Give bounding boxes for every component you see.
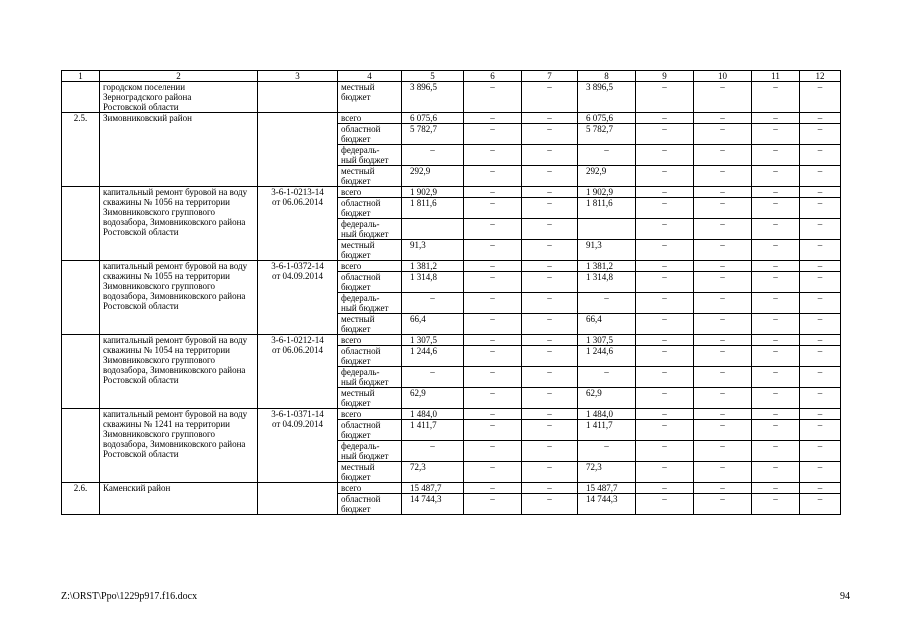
table-row — [62, 335, 841, 346]
item-number-cell: 2.6. — [62, 483, 100, 515]
value-cell-v7: – — [522, 494, 578, 515]
value-cell-v11: – — [752, 409, 800, 420]
item-name-cell: капитальный ремонт буровой на воду скважины № 1054 на территории Зимовниковского группового водозабора, Зимовниковского района Ростовской области — [100, 335, 258, 409]
budget-type-cell: федераль- ный бюджет — [338, 441, 402, 462]
value-cell-v8: 1 811,6 — [578, 198, 636, 219]
column-number-2: 2 — [100, 71, 258, 82]
value-cell-v6: – — [464, 240, 522, 261]
value-cell-v8: 14 744,3 — [578, 494, 636, 515]
value-cell-v9: – — [636, 409, 694, 420]
value-cell-v5: 1 314,8 — [402, 272, 464, 293]
value-cell-v9: – — [636, 145, 694, 166]
table-row — [62, 82, 841, 113]
value-cell-v6: – — [464, 166, 522, 187]
value-cell-v8: 72,3 — [578, 462, 636, 483]
value-cell-v7: – — [522, 166, 578, 187]
value-cell-v9: – — [636, 187, 694, 198]
value-cell-v11: – — [752, 261, 800, 272]
item-name-cell: Каменский район — [100, 483, 258, 515]
value-cell-v11: – — [752, 420, 800, 441]
value-cell-v6: – — [464, 494, 522, 515]
value-cell-v9: – — [636, 219, 694, 240]
value-cell-v6: – — [464, 420, 522, 441]
value-cell-v10: – — [694, 113, 752, 124]
value-cell-v9: – — [636, 335, 694, 346]
table-row — [62, 409, 841, 420]
item-number-cell — [62, 261, 100, 335]
item-name-cell: Зимовниковский район — [100, 113, 258, 187]
value-cell-v6: – — [464, 272, 522, 293]
value-cell-v7: – — [522, 367, 578, 388]
value-cell-v8: – — [578, 145, 636, 166]
value-cell-v7: – — [522, 293, 578, 314]
value-cell-v5: – — [402, 293, 464, 314]
budget-type-cell: областной бюджет — [338, 494, 402, 515]
value-cell-v9: – — [636, 462, 694, 483]
value-cell-v6: – — [464, 462, 522, 483]
column-number-8: 8 — [578, 71, 636, 82]
value-cell-v5: 1 811,6 — [402, 198, 464, 219]
value-cell-v8: 1 307,5 — [578, 335, 636, 346]
footer-file-path: Z:\ORST\Ppo\1229p917.f16.docx — [61, 591, 198, 602]
value-cell-v8: – — [578, 293, 636, 314]
value-cell-v8: 1 411,7 — [578, 420, 636, 441]
budget-type-cell: федераль- ный бюджет — [338, 293, 402, 314]
table-row — [62, 261, 841, 272]
budget-table — [61, 70, 841, 515]
budget-type-cell: федераль- ный бюджет — [338, 145, 402, 166]
budget-type-cell: местный бюджет — [338, 462, 402, 483]
value-cell-v6: – — [464, 335, 522, 346]
column-number-1: 1 — [62, 71, 100, 82]
value-cell-v12: – — [800, 441, 841, 462]
value-cell-v9: – — [636, 441, 694, 462]
value-cell-v11: – — [752, 82, 800, 113]
value-cell-v6: – — [464, 314, 522, 335]
value-cell-v10: – — [694, 462, 752, 483]
value-cell-v12: – — [800, 82, 841, 113]
value-cell-v8: 1 902,9 — [578, 187, 636, 198]
value-cell-v7: – — [522, 113, 578, 124]
value-cell-v10: – — [694, 483, 752, 494]
value-cell-v12: – — [800, 314, 841, 335]
budget-type-cell: всего — [338, 113, 402, 124]
column-number-10: 10 — [694, 71, 752, 82]
value-cell-v9: – — [636, 82, 694, 113]
budget-type-cell: областной бюджет — [338, 346, 402, 367]
budget-type-cell: областной бюджет — [338, 272, 402, 293]
budget-type-cell: местный бюджет — [338, 388, 402, 409]
value-cell-v5: 66,4 — [402, 314, 464, 335]
value-cell-v7: – — [522, 272, 578, 293]
value-cell-v12: – — [800, 198, 841, 219]
budget-type-cell: местный бюджет — [338, 240, 402, 261]
value-cell-v6: – — [464, 388, 522, 409]
value-cell-v5: 72,3 — [402, 462, 464, 483]
column-number-5: 5 — [402, 71, 464, 82]
value-cell-v10: – — [694, 494, 752, 515]
value-cell-v8: 91,3 — [578, 240, 636, 261]
value-cell-v8: 15 487,7 — [578, 483, 636, 494]
value-cell-v11: – — [752, 462, 800, 483]
value-cell-v7: – — [522, 346, 578, 367]
value-cell-v6: – — [464, 145, 522, 166]
budget-type-cell: областной бюджет — [338, 198, 402, 219]
value-cell-v11: – — [752, 494, 800, 515]
item-number-cell: 2.5. — [62, 113, 100, 187]
value-cell-v9: – — [636, 272, 694, 293]
value-cell-v12: – — [800, 420, 841, 441]
value-cell-v7: – — [522, 462, 578, 483]
contract-cell: 3-6-1-0213-14 от 06.06.2014 — [258, 187, 338, 261]
value-cell-v5: – — [402, 441, 464, 462]
header-row — [62, 71, 841, 82]
value-cell-v5: 62,9 — [402, 388, 464, 409]
value-cell-v7: – — [522, 124, 578, 145]
value-cell-v6: – — [464, 82, 522, 113]
value-cell-v5: 3 896,5 — [402, 82, 464, 113]
value-cell-v11: – — [752, 367, 800, 388]
value-cell-v7: – — [522, 314, 578, 335]
value-cell-v12: – — [800, 388, 841, 409]
column-number-3: 3 — [258, 71, 338, 82]
value-cell-v5: 1 484,0 — [402, 409, 464, 420]
value-cell-v7: – — [522, 198, 578, 219]
value-cell-v7: – — [522, 240, 578, 261]
value-cell-v11: – — [752, 388, 800, 409]
value-cell-v6: – — [464, 187, 522, 198]
value-cell-v9: – — [636, 494, 694, 515]
value-cell-v6: – — [464, 261, 522, 272]
value-cell-v12: – — [800, 145, 841, 166]
item-number-cell — [62, 187, 100, 261]
column-number-9: 9 — [636, 71, 694, 82]
value-cell-v6: – — [464, 483, 522, 494]
budget-type-cell: областной бюджет — [338, 420, 402, 441]
footer-page-number: 94 — [840, 591, 850, 602]
value-cell-v11: – — [752, 145, 800, 166]
budget-type-cell: всего — [338, 261, 402, 272]
value-cell-v8: 1 484,0 — [578, 409, 636, 420]
value-cell-v7: – — [522, 409, 578, 420]
value-cell-v8: – — [578, 367, 636, 388]
value-cell-v8: 1 381,2 — [578, 261, 636, 272]
value-cell-v6: – — [464, 124, 522, 145]
value-cell-v9: – — [636, 420, 694, 441]
value-cell-v6: – — [464, 198, 522, 219]
value-cell-v12: – — [800, 409, 841, 420]
value-cell-v6: – — [464, 113, 522, 124]
value-cell-v5: 1 381,2 — [402, 261, 464, 272]
table-row — [62, 483, 841, 494]
value-cell-v9: – — [636, 166, 694, 187]
value-cell-v12: – — [800, 346, 841, 367]
value-cell-v7: – — [522, 82, 578, 113]
value-cell-v12: – — [800, 219, 841, 240]
value-cell-v11: – — [752, 441, 800, 462]
value-cell-v12: – — [800, 335, 841, 346]
value-cell-v5: 5 782,7 — [402, 124, 464, 145]
value-cell-v10: – — [694, 441, 752, 462]
value-cell-v12: – — [800, 166, 841, 187]
value-cell-v9: – — [636, 388, 694, 409]
budget-type-cell: местный бюджет — [338, 314, 402, 335]
value-cell-v11: – — [752, 272, 800, 293]
value-cell-v7: – — [522, 335, 578, 346]
value-cell-v8: 3 896,5 — [578, 82, 636, 113]
value-cell-v9: – — [636, 367, 694, 388]
value-cell-v9: – — [636, 314, 694, 335]
budget-type-cell: областной бюджет — [338, 124, 402, 145]
value-cell-v12: – — [800, 113, 841, 124]
value-cell-v8: 1 314,8 — [578, 272, 636, 293]
budget-type-cell: всего — [338, 409, 402, 420]
value-cell-v9: – — [636, 240, 694, 261]
value-cell-v8: 1 244,6 — [578, 346, 636, 367]
value-cell-v7: – — [522, 145, 578, 166]
value-cell-v9: – — [636, 261, 694, 272]
value-cell-v10: – — [694, 388, 752, 409]
value-cell-v7: – — [522, 388, 578, 409]
column-number-11: 11 — [752, 71, 800, 82]
value-cell-v5: 6 075,6 — [402, 113, 464, 124]
contract-cell: 3-6-1-0212-14 от 06.06.2014 — [258, 335, 338, 409]
value-cell-v5: 1 244,6 — [402, 346, 464, 367]
budget-type-cell: местный бюджет — [338, 82, 402, 113]
value-cell-v7: – — [522, 420, 578, 441]
budget-type-cell: всего — [338, 483, 402, 494]
value-cell-v12: – — [800, 494, 841, 515]
contract-cell: 3-6-1-0371-14 от 04.09.2014 — [258, 409, 338, 483]
column-number-4: 4 — [338, 71, 402, 82]
contract-cell: 3-6-1-0372-14 от 04.09.2014 — [258, 261, 338, 335]
value-cell-v10: – — [694, 367, 752, 388]
value-cell-v5: 15 487,7 — [402, 483, 464, 494]
value-cell-v12: – — [800, 187, 841, 198]
value-cell-v12: – — [800, 261, 841, 272]
value-cell-v10: – — [694, 420, 752, 441]
value-cell-v12: – — [800, 240, 841, 261]
value-cell-v12: – — [800, 272, 841, 293]
value-cell-v5: 1 902,9 — [402, 187, 464, 198]
value-cell-v11: – — [752, 219, 800, 240]
budget-type-cell: местный бюджет — [338, 166, 402, 187]
column-number-7: 7 — [522, 71, 578, 82]
value-cell-v5: 292,9 — [402, 166, 464, 187]
value-cell-v10: – — [694, 240, 752, 261]
value-cell-v10: – — [694, 272, 752, 293]
value-cell-v6: – — [464, 293, 522, 314]
value-cell-v9: – — [636, 198, 694, 219]
column-number-12: 12 — [800, 71, 841, 82]
value-cell-v5 — [402, 219, 464, 240]
value-cell-v9: – — [636, 483, 694, 494]
value-cell-v9: – — [636, 124, 694, 145]
value-cell-v10: – — [694, 335, 752, 346]
budget-type-cell: всего — [338, 335, 402, 346]
value-cell-v5: 91,3 — [402, 240, 464, 261]
value-cell-v5: – — [402, 145, 464, 166]
value-cell-v5: 1 307,5 — [402, 335, 464, 346]
item-number-cell — [62, 409, 100, 483]
value-cell-v10: – — [694, 261, 752, 272]
value-cell-v6: – — [464, 219, 522, 240]
contract-cell — [258, 483, 338, 515]
value-cell-v6: – — [464, 441, 522, 462]
value-cell-v11: – — [752, 335, 800, 346]
value-cell-v8: 66,4 — [578, 314, 636, 335]
budget-type-cell: федераль- ный бюджет — [338, 219, 402, 240]
value-cell-v10: – — [694, 293, 752, 314]
value-cell-v10: – — [694, 219, 752, 240]
value-cell-v6: – — [464, 346, 522, 367]
table-row — [62, 187, 841, 198]
item-number-cell — [62, 335, 100, 409]
value-cell-v8: 5 782,7 — [578, 124, 636, 145]
value-cell-v8: 292,9 — [578, 166, 636, 187]
value-cell-v10: – — [694, 187, 752, 198]
value-cell-v11: – — [752, 113, 800, 124]
value-cell-v10: – — [694, 82, 752, 113]
value-cell-v10: – — [694, 166, 752, 187]
value-cell-v8: 6 075,6 — [578, 113, 636, 124]
budget-type-cell: всего — [338, 187, 402, 198]
value-cell-v7: – — [522, 261, 578, 272]
contract-cell — [258, 113, 338, 187]
value-cell-v9: – — [636, 346, 694, 367]
value-cell-v12: – — [800, 367, 841, 388]
value-cell-v11: – — [752, 124, 800, 145]
value-cell-v10: – — [694, 314, 752, 335]
value-cell-v6: – — [464, 367, 522, 388]
value-cell-v5: 1 411,7 — [402, 420, 464, 441]
value-cell-v12: – — [800, 483, 841, 494]
item-name-cell: капитальный ремонт буровой на воду скважины № 1055 на территории Зимовниковского группового водозабора, Зимовниковского района Ростовской области — [100, 261, 258, 335]
value-cell-v10: – — [694, 124, 752, 145]
value-cell-v10: – — [694, 145, 752, 166]
value-cell-v8 — [578, 219, 636, 240]
value-cell-v12: – — [800, 124, 841, 145]
value-cell-v5: 14 744,3 — [402, 494, 464, 515]
value-cell-v11: – — [752, 240, 800, 261]
value-cell-v9: – — [636, 293, 694, 314]
value-cell-v12: – — [800, 293, 841, 314]
item-name-cell: капитальный ремонт буровой на воду скважины № 1056 на территории Зимовниковского группового водозабора, Зимовниковского района Ростовской области — [100, 187, 258, 261]
item-name-cell: городском поселении Зерноградского района Ростовской области — [100, 82, 258, 113]
value-cell-v9: – — [636, 113, 694, 124]
column-number-6: 6 — [464, 71, 522, 82]
value-cell-v7: – — [522, 187, 578, 198]
value-cell-v7: – — [522, 483, 578, 494]
table-row — [62, 113, 841, 124]
budget-type-cell: федераль- ный бюджет — [338, 367, 402, 388]
item-number-cell — [62, 82, 100, 113]
value-cell-v8: 62,9 — [578, 388, 636, 409]
contract-cell — [258, 82, 338, 113]
value-cell-v11: – — [752, 314, 800, 335]
value-cell-v8: – — [578, 441, 636, 462]
value-cell-v12: – — [800, 462, 841, 483]
value-cell-v6: – — [464, 409, 522, 420]
value-cell-v7: – — [522, 219, 578, 240]
value-cell-v11: – — [752, 483, 800, 494]
value-cell-v10: – — [694, 409, 752, 420]
value-cell-v10: – — [694, 198, 752, 219]
value-cell-v10: – — [694, 346, 752, 367]
value-cell-v7: – — [522, 441, 578, 462]
value-cell-v11: – — [752, 346, 800, 367]
value-cell-v11: – — [752, 293, 800, 314]
value-cell-v11: – — [752, 187, 800, 198]
value-cell-v5: – — [402, 367, 464, 388]
value-cell-v11: – — [752, 166, 800, 187]
value-cell-v11: – — [752, 198, 800, 219]
item-name-cell: капитальный ремонт буровой на воду скважины № 1241 на территории Зимовниковского группового водозабора, Зимовниковского района Ростовской области — [100, 409, 258, 483]
